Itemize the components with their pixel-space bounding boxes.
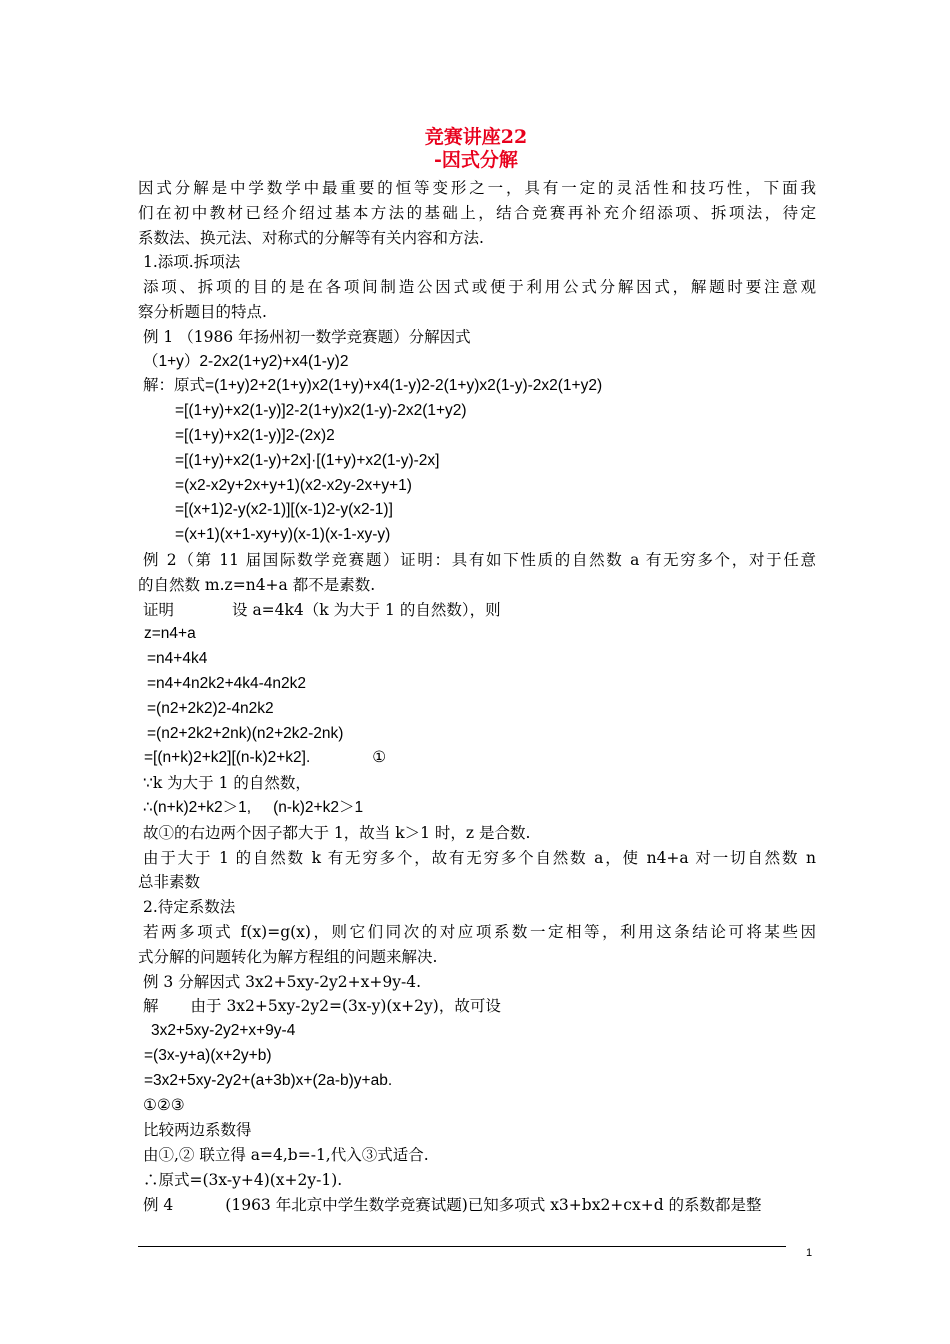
lecture-subtitle: -因式分解 <box>434 149 518 171</box>
example-1-heading: 例 1 （1986 年扬州初一数学竞赛题）分解因式 <box>143 327 471 346</box>
inequality-1: ∴(n+k)2+k2＞1, <box>143 798 252 816</box>
example-4-label: 例 4 <box>143 1195 174 1214</box>
paragraph-line: 故①的右边两个因子都大于 1，故当 k＞1 时，z 是合数. <box>143 823 531 842</box>
example-4-line <box>138 1193 816 1218</box>
section-heading-2: 2.待定系数法 <box>143 898 236 917</box>
document-body <box>138 176 816 1217</box>
formula-line: =[(1+y)+x2(1-y)]2-2(1+y)x2(1-y)-2x2(1+y2) <box>175 402 467 420</box>
lecture-title: 竞赛讲座22 <box>424 126 528 148</box>
formula-line: =(x+1)(x+1-xy+y)(x-1)(x-1-xy-y) <box>175 526 391 544</box>
formula-line: =(x2-x2y+2x+y+1)(x2-x2y-2x+y+1) <box>175 476 412 494</box>
paragraph-line: 由于大于 1 的自然数 k 有无穷多个，故有无穷多个自然数 a，使 n4+a 对一切自然数 n <box>143 848 816 867</box>
example-3-heading: 例 3 分解因式 3x2+5xy-2y2+x+9y-4. <box>143 972 422 991</box>
paragraph-line: 式分解的问题转化为解方程组的问题来解决. <box>138 947 438 966</box>
formula-line: 3x2+5xy-2y2+x+9y-4 <box>151 1022 296 1040</box>
formula-line: =(n2+2k2)2-4n2k2 <box>147 699 274 717</box>
formula-line: =n4+4n2k2+4k4-4n2k2 <box>147 674 307 692</box>
intro-line-3: 系数法、换元法、对称式的分解等有关内容和方法. <box>138 228 484 247</box>
inequality-2: (n-k)2+k2＞1 <box>273 798 364 816</box>
equation-marker: ① <box>372 749 387 767</box>
example-2-heading: 例 2（第 11 届国际数学竞赛题）证明：具有如下性质的自然数 a 有无穷多个，对于任意 <box>143 550 816 569</box>
paragraph-line: 察分析题目的特点. <box>138 302 267 321</box>
paragraph-line: 由①,② 联立得 a=4,b=-1,代入③式适合. <box>143 1146 429 1165</box>
formula-line: （1+y）2-2x2(1+y2)+x4(1-y)2 <box>143 352 349 370</box>
formula-line: =3x2+5xy-2y2+(a+3b)x+(2a-b)y+ab. <box>144 1071 393 1089</box>
equation-markers: ①②③ <box>143 1096 185 1115</box>
reason-line <box>138 796 816 821</box>
formula-line: =n4+4k4 <box>147 650 208 668</box>
paragraph-line: 添项、拆项的目的是在各项间制造公因式或便于利用公式分解因式，解题时要注意观 <box>143 278 816 297</box>
formula-line: z=n4+a <box>144 625 196 643</box>
example-4-text: (1963 年北京中学生数学竞赛试题)已知多项式 x3+bx2+cx+d 的系数都是整 <box>225 1195 762 1214</box>
proof-line <box>138 598 816 623</box>
formula-line <box>138 746 816 771</box>
formula-line: =(n2+2k2+2nk)(n2+2k2-2nk) <box>147 724 344 742</box>
intro-line-1: 因式分解是中学数学中最重要的恒等变形之一，具有一定的灵活性和技巧性，下面我 <box>138 179 816 197</box>
intro-line-2: 们在初中教材已经介绍过基本方法的基础上，结合竞赛再补充介绍添项、拆项法，待定 <box>138 203 816 222</box>
solution-text: 由于 3x2+5xy-2y2=(3x-y)(x+2y)，故可设 <box>190 997 501 1016</box>
formula-line: =[(1+y)+x2(1-y)+2x]·[(1+y)+x2(1-y)-2x] <box>175 451 440 469</box>
result-line: ∴原式=(3x-y+4)(x+2y-1). <box>143 1170 343 1189</box>
solution-line: 解：原式=(1+y)2+2(1+y)x2(1+y)+x4(1-y)2-2(1+y)x2(1-y)-2x2(1+y2) <box>143 377 603 395</box>
page-number: 1 <box>806 1247 813 1259</box>
footer-divider <box>138 1246 786 1247</box>
proof-label: 证明 <box>143 600 175 619</box>
formula-line: =[(1+y)+x2(1-y)]2-(2x)2 <box>175 426 335 444</box>
paragraph-line: 的自然数 m.z=n4+a 都不是素数. <box>138 575 376 594</box>
section-heading-1: 1.添项.拆项法 <box>143 253 241 272</box>
paragraph-line: 总非素数 <box>138 873 201 892</box>
reason-line: ∵k 为大于 1 的自然数， <box>143 774 311 793</box>
paragraph-line: 若两多项式 f(x)=g(x)，则它们同次的对应项系数一定相等，利用这条结论可将某些因 <box>143 922 816 941</box>
proof-assumption: 设 a=4k4（k 为大于 1 的自然数），则 <box>232 600 501 619</box>
formula-line: =(3x-y+a)(x+2y+b) <box>144 1046 272 1064</box>
formula-line: =[(x+1)2-y(x2-1)][(x-1)2-y(x2-1)] <box>175 501 393 519</box>
solution-line <box>138 994 816 1019</box>
solution-label: 解 <box>143 997 159 1016</box>
formula-text: =[(n+k)2+k2][(n-k)2+k2]. <box>144 749 311 767</box>
paragraph-line: 比较两边系数得 <box>143 1121 252 1140</box>
